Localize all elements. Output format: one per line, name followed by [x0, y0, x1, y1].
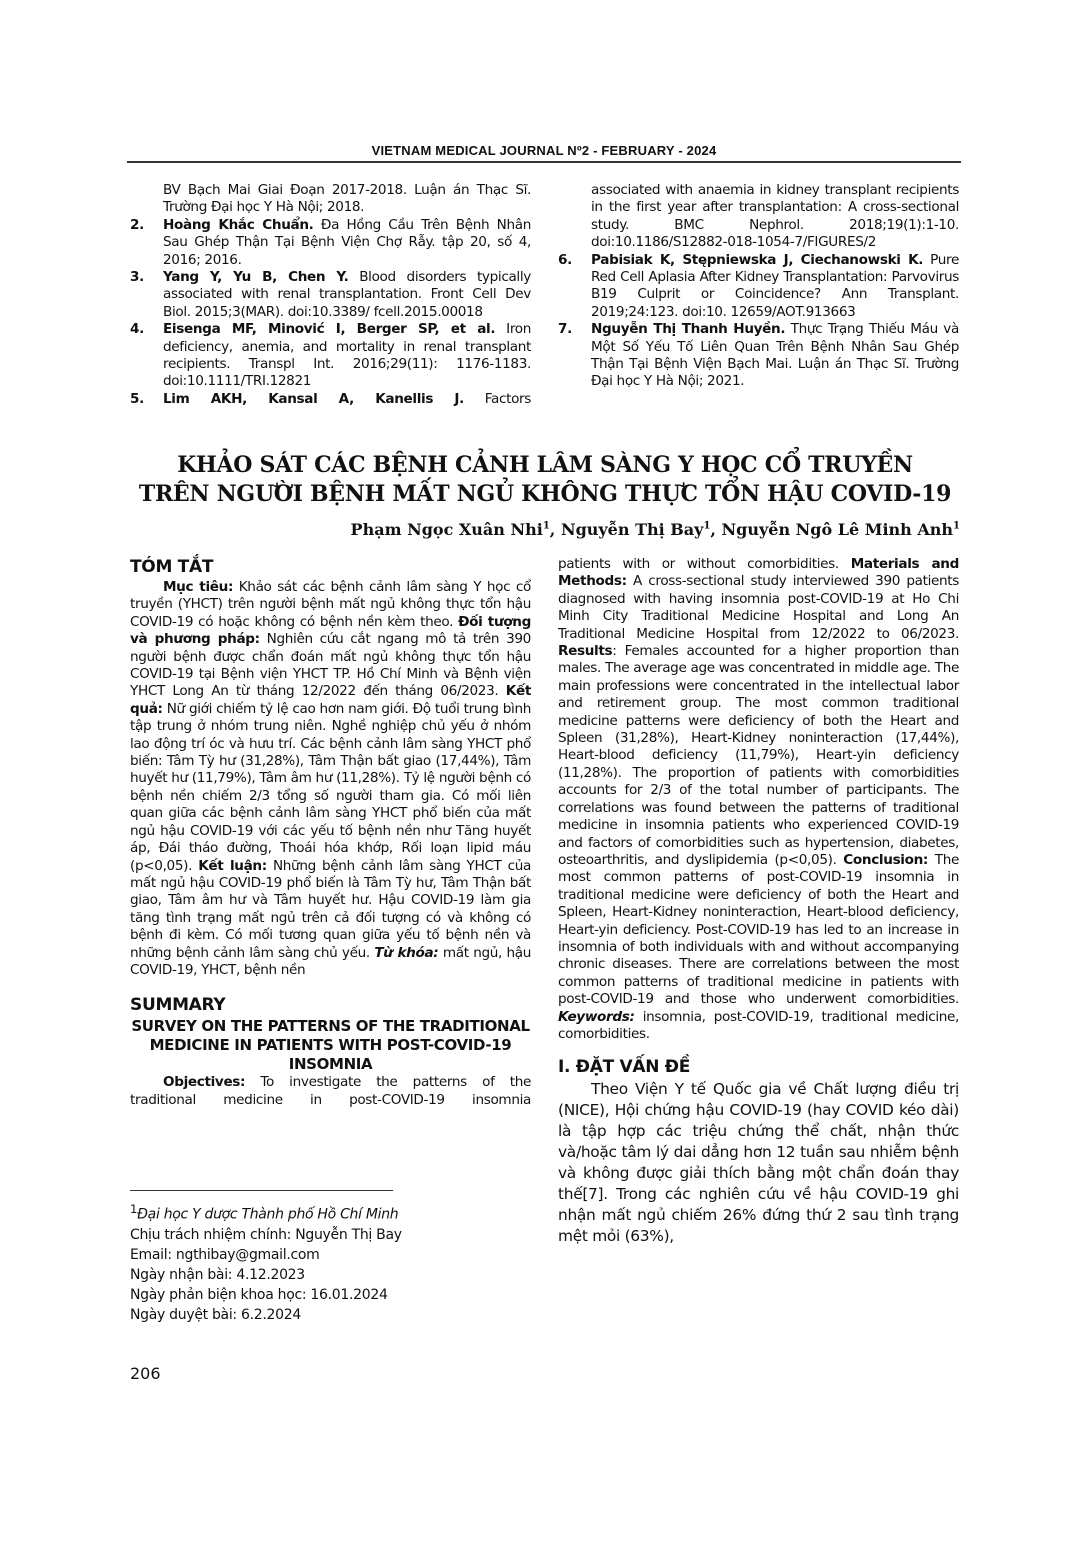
section-heading: I. ĐẶT VẤN ĐỀ — [558, 1057, 691, 1078]
english-summary — [558, 556, 959, 1247]
footnote: $^1$Đại học Y dược Thành phố Hồ Chí Minh Chịu trách nhiệm chính: Nguyễn Thị Bay Email: ngthibay@gmail.com Ngày nhận bài: 4.12.2023 Ngày phản biện khoa học: 16.01.2024 Ngày duyệt bài: 6.2.2024 — [130, 1202, 402, 1323]
reference-item: 5. Lim AKH, Kansal A, Kanellis J. Factors — [130, 390, 532, 407]
reference-item: associated with anaemia in kidney transplant recipients in the first year after transplantation: A cross-sectional study. BMC Nephrol. 2018;19(1):1-10. doi:10.1186/S12882-018-1054-7/FIGURES/2 — [591, 182, 959, 251]
page-number: 206 — [130, 1364, 161, 1383]
header-rule — [127, 161, 961, 163]
summary-title: SURVEY ON THE PATTERNS OF THE TRADITIONAL MEDICINE IN PATIENTS WITH POST-COVID-19 INSOMNIA — [131, 1017, 530, 1074]
article-title: KHẢO SÁT CÁC BỆNH CẢNH LÂM SÀNG Y HỌC CỔ TRUYỀN TRÊN NGƯỜI BỆNH MẤT NGỦ KHÔNG THỰC TỔN HẬU COVID-19 — [138, 452, 952, 507]
reference-item: 6. Pabisiak K, Stępniewska J, Ciechanowski K. Pure Red Cell Aplasia After Kidney Transplantation: Parvovirus B19 Culprit or Coincidence? Ann Transplant. 2019;24:123. doi:10. 12659/AOT.913663 — [558, 251, 959, 320]
references-left — [130, 182, 531, 408]
intro-paragraph: Theo Viện Y tế Quốc gia về Chất lượng điều trị (NICE), Hội chứng hậu COVID-19 (hay COVID kéo dài) là tập hợp các triệu chứng thể chất, nhận thức và/hoặc tâm lý dai dẳng hơn 12 tuần sau nhiễm bệnh và không được giải thích bằng một chẩn đoán thay thế[7]. Trong các nghiên cứu về hậu COVID-19 ghi nhận mất ngủ chiếm 26% đứng thứ 2 sau tình trạng mệt mỏi (63%), — [558, 1080, 959, 1246]
footnote-rule — [130, 1190, 393, 1191]
references-right — [558, 182, 959, 391]
reference-item: 2. Hoàng Khắc Chuẩn. Đa Hồng Cầu Trên Bệnh Nhân Sau Ghép Thận Tại Bệnh Viện Chợ Rẫy. tập 20, số 4, 2016; 2016. — [130, 216, 531, 268]
reference-item: 7. Nguyễn Thị Thanh Huyền. Thực Trạng Thiếu Máu và Một Số Yếu Tố Liên Quan Trên Bệnh Nhân Sau Ghép Thận Tại Bệnh Viện Bạch Mai. Luận án Thạc Sĩ. Trường Đại học Y Hà Nội; 2021. — [558, 321, 959, 390]
reference-item: 4. Eisenga MF, Minović I, Berger SP, et al. Iron deficiency, anemia, and mortality in renal transplant recipients. Transpl Int. 2016;29(11): 1176-1183. doi:10.1111/TRI.12821 — [130, 321, 531, 390]
reference-item: 3. Yang Y, Yu B, Chen Y. Blood disorders typically associated with renal transplantation. Front Cell Dev Biol. 2015;3(MAR). doi:10.3389/ fcell.2015.00018 — [130, 269, 531, 320]
reference-item: BV Bạch Mai Giai Đoạn 2017-2018. Luận án Thạc Sĩ. Trường Đại học Y Hà Nội; 2018. — [163, 182, 531, 216]
abstract-heading: TÓM TẮT — [130, 557, 214, 577]
summary-body-start: Objectives: To investigate the patterns of the traditional medicine in post-COVID-19 insomnia — [130, 1074, 531, 1108]
author-list: Phạm Ngọc Xuân Nhi$^1$, Nguyễn Thị Bay$^1$, Nguyễn Ngô Lê Minh Anh$^1$ — [350, 520, 960, 539]
summary-body: patients with or without comorbidities. Materials and Methods: A cross-sectional study interviewed 390 patients diagnosed with having insomnia post-COVID-19 at Ho Chi Minh City Traditional Medicine Hospital and Long An Traditional Medicine Hospital from 12/2022 to 06/2023. Results: Females accounted for a higher proportion than males. The average age was concentrated in middle age. The main professions were concentrated in the intellectual labor and retirement group. The most common traditional medicine patterns were deficiency of both the Heart and Spleen (31,28%), Heart-Kidney noninteraction (17,44%), Heart-blood deficiency (11,79%), Heart-yin deficiency (11,28%). The proportion of patients with comorbidities accounts for 2/3 of the total number of participants. The correlations was found between the patterns of traditional medicine in insomnia patients who experienced COVID-19 and factors of comorbidities such as hypertension, diabetes, osteoarthritis, and dyslipidemia (p<0,05). Conclusion: The most common patterns of post-COVID-19 insomnia in traditional medicine were deficiency of both the Heart and Spleen, Heart-Kidney noninteraction, Heart-blood deficiency, Heart-yin deficiency. Post-COVID-19 has led to an increase in insomnia of both individuals with and without accompanying chronic diseases. There are correlations between the most common patterns of traditional medicine in patients with post-COVID-19 and those who underwent comorbidities. Keywords: insomnia, post-COVID-19, traditional medicine, comorbidities. — [558, 556, 959, 1042]
running-header: VIETNAM MEDICAL JOURNAL Nº2 - FEBRUARY - 2024 — [371, 143, 717, 158]
summary-heading: SUMMARY — [130, 995, 226, 1016]
abstract-body: Mục tiêu: Khảo sát các bệnh cảnh lâm sàng Y học cổ truyền (YHCT) trên người bệnh mất ngủ không thực tổn hậu COVID-19 có hoặc không có bệnh nền kèm theo. Đối tượng và phương pháp: Nghiên cứu cắt ngang mô tả trên 390 người bệnh được chẩn đoán mất ngủ không thực tổn hậu COVID-19 tại Bệnh viện YHCT TP. Hồ Chí Minh và Bệnh viện YHCT Long An từ tháng 12/2022 đến tháng 06/2023. Kết quả: Nữ giới chiếm tỷ lệ cao hơn nam giới. Độ tuổi trung bình tập trung ở nhóm trung niên. Nghề nghiệp chủ yếu ở nhóm lao động trí óc và hưu trí. Các bệnh cảnh lâm sàng YHCT phổ biến: Tâm Tỳ hư (31,28%), Tâm Thận bất giao (17,44%), Tâm huyết hư (11,79%), Tâm âm hư (11,28%). Tỷ lệ người bệnh có bệnh nền chiếm 2/3 tổng số người tham gia. Có mối liên quan giữa các bệnh cảnh lâm sàng YHCT phổ biến của mất ngủ hậu COVID-19 với các yếu tố bệnh nền như Tăng huyết áp, Đái tháo đường, Thoái hóa khớp, Rối loạn lipid máu (p<0,05). Kết luận: Những bệnh cảnh lâm sàng YHCT của mất ngủ hậu COVID-19 phổ biến là Tâm Tỳ hư, Tâm Thận bất giao, Tâm âm hư và Tâm huyết hư. Hậu COVID-19 làm gia tăng tình trạng mất ngủ trên cả đối tượng có và không có bệnh đi kèm. Có mối tương quan giữa yếu tố bệnh nền và những bệnh cảnh lâm sàng chủ yếu. Từ khóa: mất ngủ, hậu COVID-19, YHCT, bệnh nền — [130, 579, 532, 978]
vietnamese-abstract — [130, 557, 531, 1109]
